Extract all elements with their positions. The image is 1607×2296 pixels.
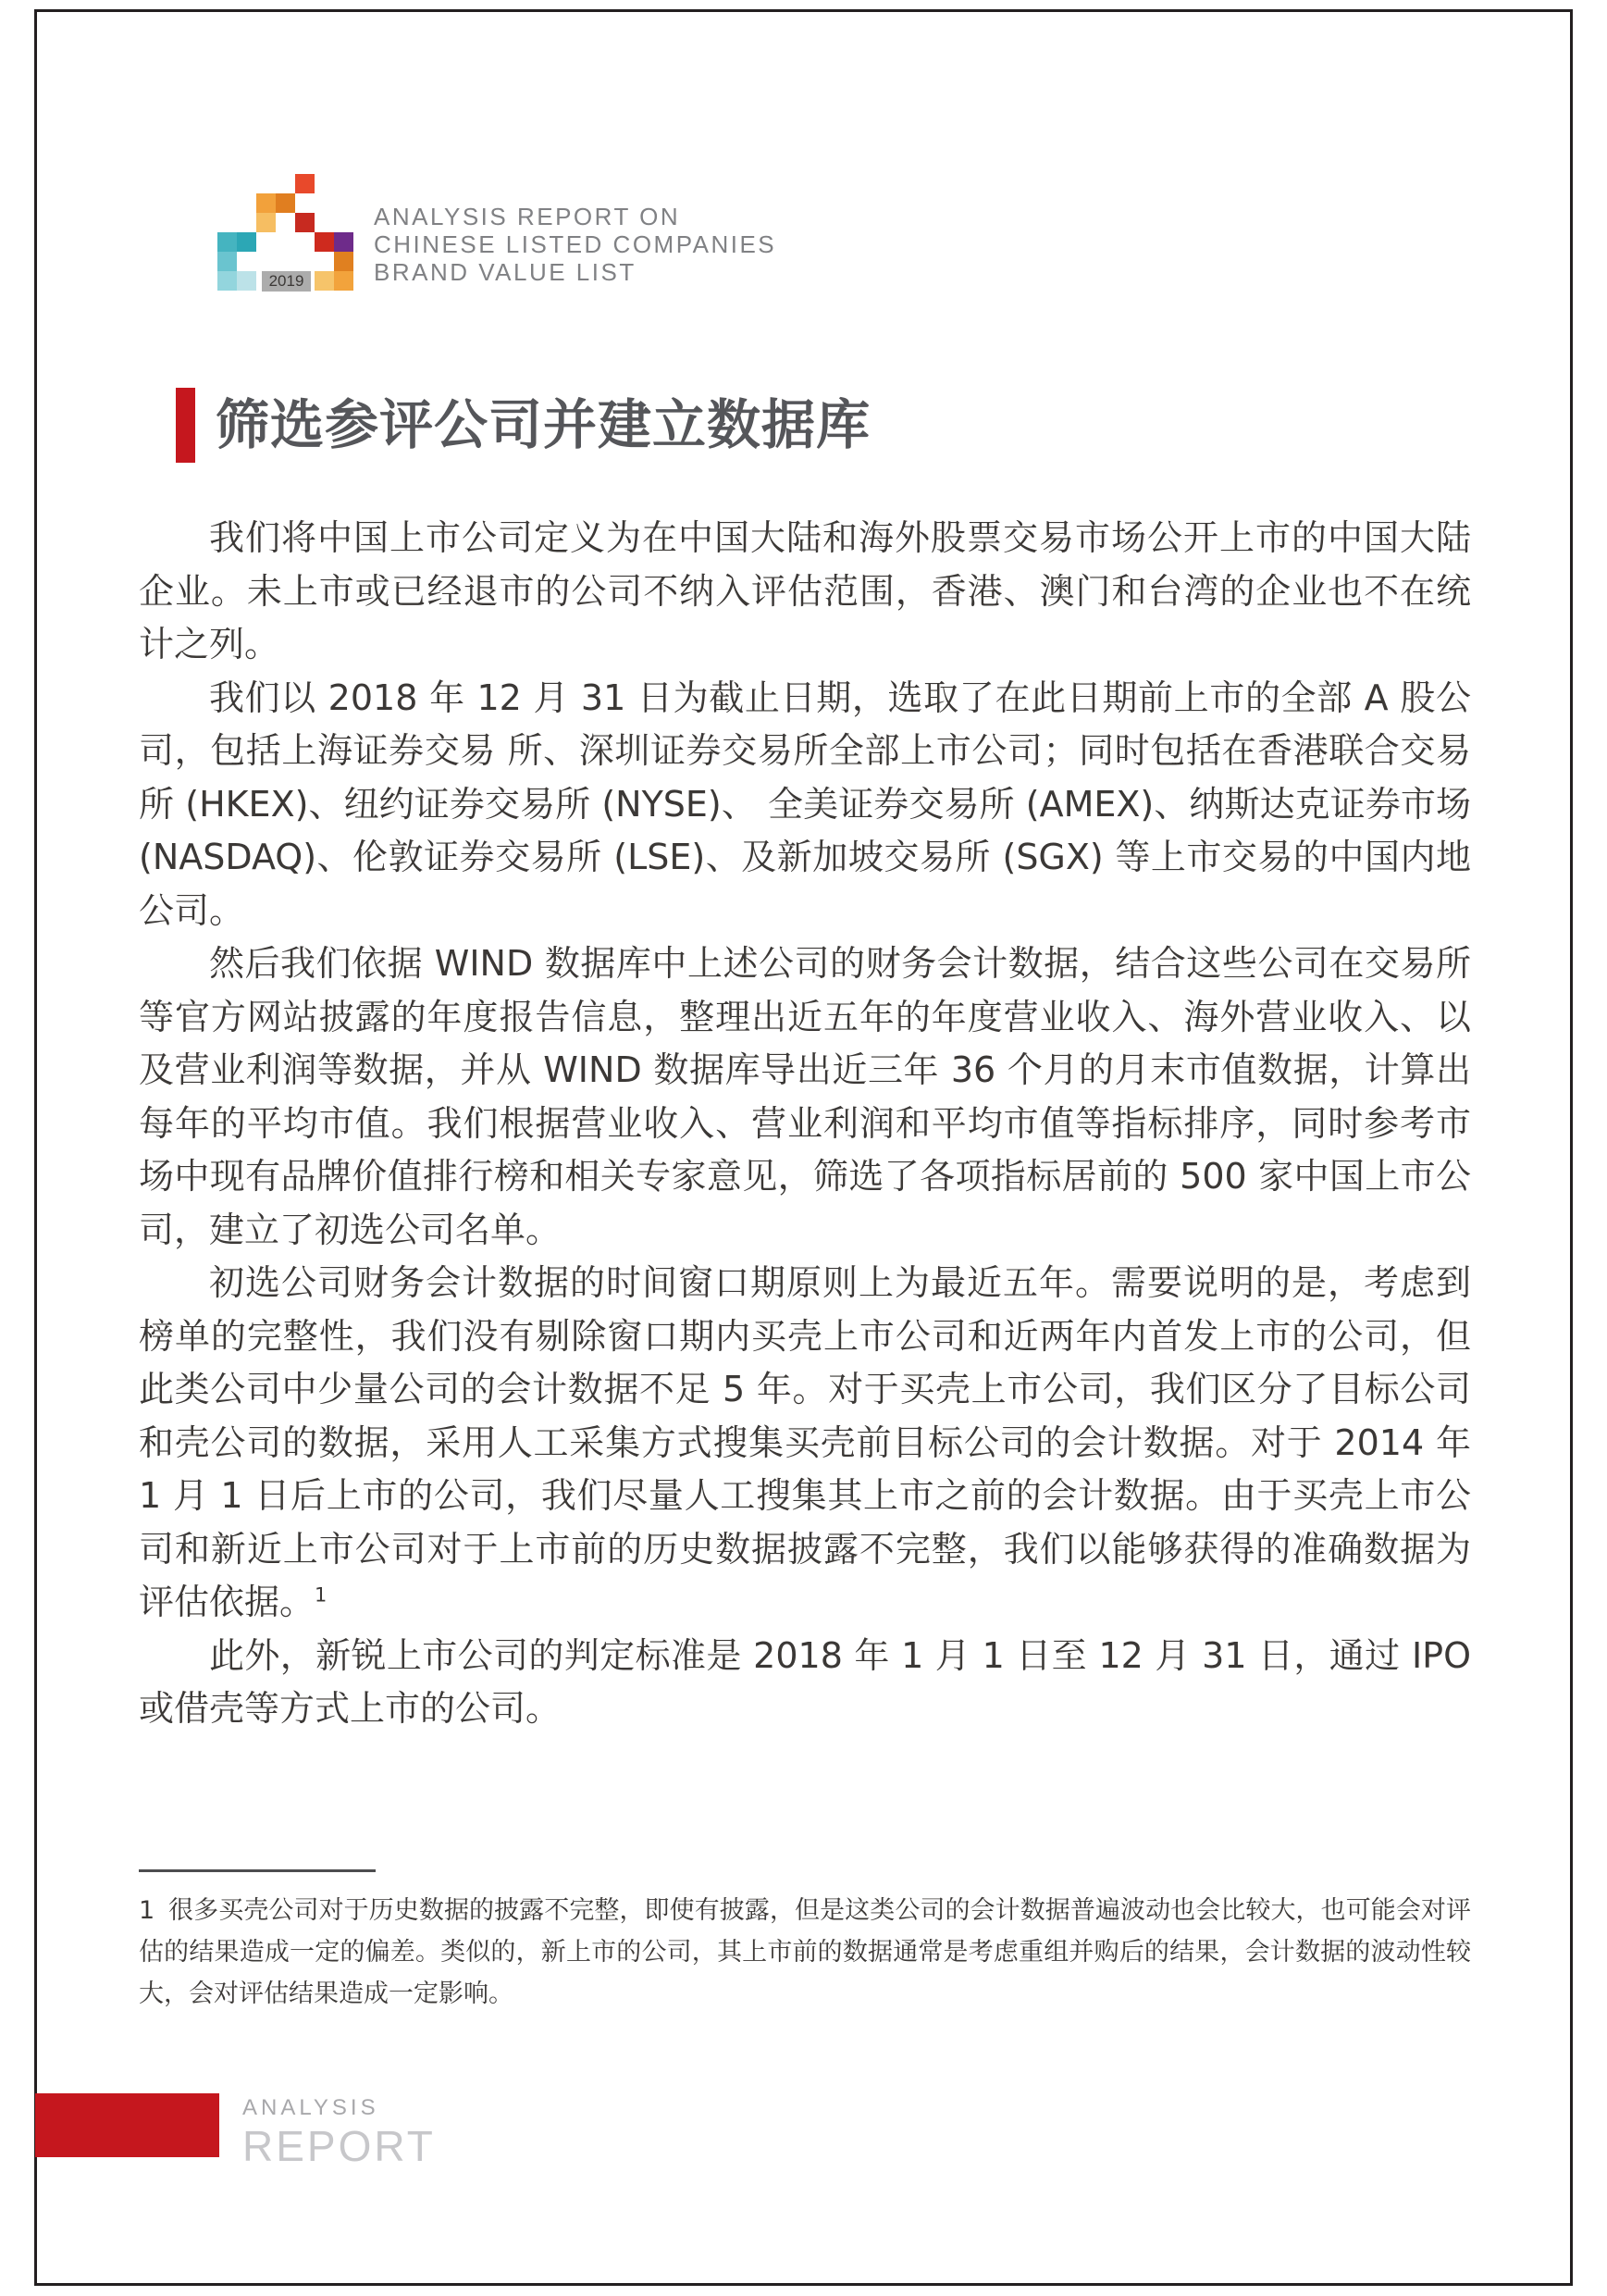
logo-mosaic-square (334, 232, 353, 252)
footnote-separator (139, 1869, 376, 1872)
logo-mosaic-square (217, 232, 237, 252)
logo-mosaic-square (315, 232, 334, 252)
footnote (139, 1890, 1471, 2015)
page-title: 筛选参评公司并建立数据库 (216, 393, 871, 456)
footnote-marker: 1 (139, 1896, 155, 1925)
logo-mosaic-square (217, 252, 237, 271)
brand-logo-icon (217, 174, 353, 291)
logo-mosaic-square (256, 193, 276, 213)
footnote-text: 很多买壳公司对于历史数据的披露不完整，即使有披露，但是这类公司的会计数据普遍波动也会比较大，也可能会对评估的结果造成一定的偏差。类似的，新上市的公司，其上市前的数据通常是考虑重组并购后的结果，会计数据的波动性较大，会对评估结果造成一定影响。 (139, 1896, 1471, 2008)
logo-mosaic-square (237, 232, 256, 252)
footer-analysis-label: ANALYSIS (242, 2095, 379, 2120)
footer-wordmark (242, 2095, 436, 2169)
footnote-reference: 1 (315, 1583, 328, 1607)
logo-mosaic-square (217, 271, 237, 291)
paragraph-5: 此外，新锐上市公司的判定标准是 2018 年 1 月 1 日至 12 月 31 日，通过 IPO 或借壳等方式上市的公司。 (139, 1634, 1471, 1729)
logo-mosaic-square (256, 213, 276, 232)
paragraph-4-text: 初选公司财务会计数据的时间窗口期原则上为最近五年。需要说明的是，考虑到榜单的完整性，我们没有剔除窗口期内买壳上市公司和近两年内首发上市的公司，但此类公司中少量公司的会计数据不足 5 年。对于买壳上市公司，我们区分了目标公司和壳公司的数据，采用人工采集方式搜集买壳前目标公司的会计数据。对于 2014 年 1 月 1 日后上市的公司，我们尽量人工搜集其上市之前的会计数据。由于买壳上市公司和新近上市公司对于上市前的历史数据披露不完整，我们以能够获得的准确数据为评估依据。 (139, 1262, 1471, 1622)
footer-red-block (35, 2093, 219, 2157)
logo-mosaic-square (315, 271, 334, 291)
footer-report-label: REPORT (242, 2122, 436, 2170)
logo-mosaic-square (295, 174, 315, 193)
paragraph-4 (139, 1257, 1471, 1630)
logo-year-badge: 2019 (262, 271, 311, 292)
logo-mosaic-square (334, 252, 353, 271)
logo-mosaic-square (295, 213, 315, 232)
section-title-block (176, 388, 871, 463)
title-accent-bar (176, 388, 195, 463)
brand-title-line-2: CHINESE LISTED COMPANIES (374, 230, 777, 258)
logo-mosaic-square (237, 271, 256, 291)
logo-mosaic-square (276, 193, 295, 213)
paragraph-3: 然后我们依据 WIND 数据库中上述公司的财务会计数据，结合这些公司在交易所等官方网站披露的年度报告信息，整理出近五年的年度营业收入、海外营业收入、以及营业利润等数据，并从 WIND 数据库导出近三年 36 个月的月末市值数据，计算出每年的平均市值。我们根据营业收入、营业利润和平均市值等指标排序，同时参考市场中现有品牌价值排行榜和相关专家意见，筛选了各项指标居前的 500 家中国上市公司，建立了初选公司名单。 (139, 943, 1471, 1250)
brand-title-line-3: BRAND VALUE LIST (374, 258, 637, 286)
body-text (139, 512, 1471, 1736)
brand-logo-title (374, 203, 776, 286)
paragraph-1: 我们将中国上市公司定义为在中国大陆和海外股票交易市场公开上市的中国大陆企业。未上市或已经退市的公司不纳入评估范围，香港、澳门和台湾的企业也不在统计之列。 (139, 517, 1471, 664)
brand-title-line-1: ANALYSIS REPORT ON (374, 203, 681, 230)
logo-mosaic-square (334, 271, 353, 291)
paragraph-2: 我们以 2018 年 12 月 31 日为截止日期，选取了在此日期前上市的全部 A 股公司，包括上海证券交易 所、深圳证券交易所全部上市公司；同时包括在香港联合交易所 (HKEX)、纽约证券交易所 (NYSE)、 全美证券交易所 (AMEX)、纳斯达克证券市场 (NASDAQ)、伦敦证券交易所 (LSE)、及新加坡交易所 (SGX) 等上市交易的中国内地公司。 (139, 676, 1471, 931)
